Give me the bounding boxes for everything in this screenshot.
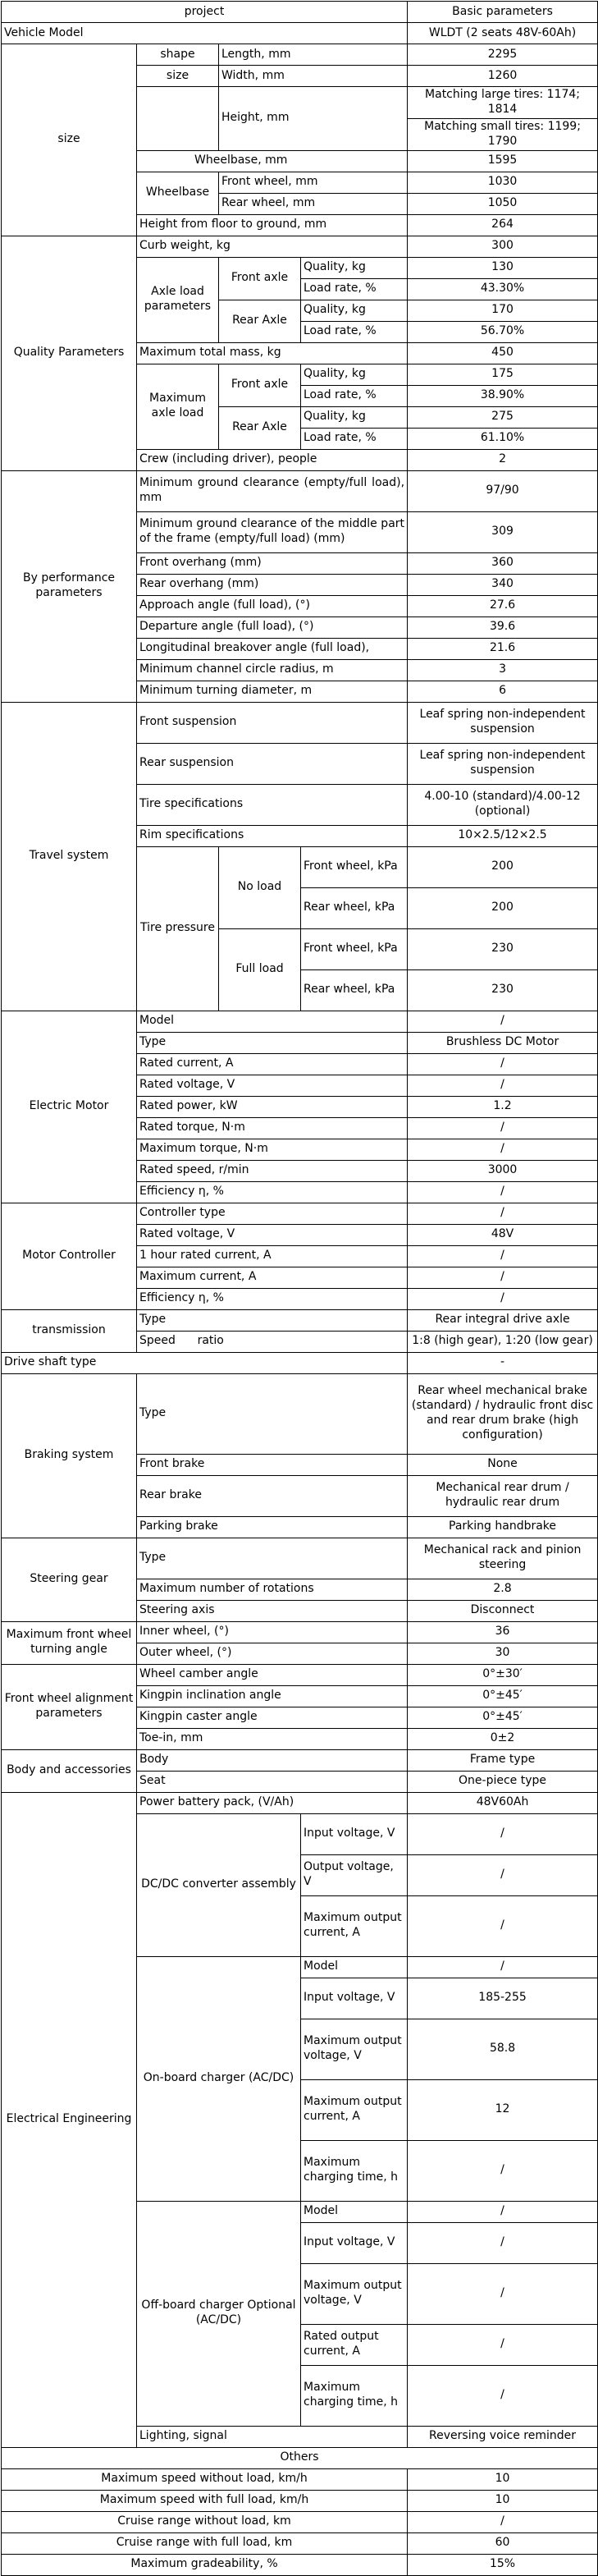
vehicle-spec-table <box>1 1 598 2576</box>
others-value: 15% <box>408 2554 598 2575</box>
perf-value: 309 <box>408 511 598 552</box>
offboard-row-label: Rated output current, A <box>301 2324 408 2365</box>
tire-spec-label: Tire specifications <box>137 784 408 825</box>
curb-weight-value: 300 <box>408 236 598 257</box>
parking-brake-value: Parking handbrake <box>408 1516 598 1538</box>
drive-shaft-label: Drive shaft type <box>2 1352 408 1373</box>
height-value-small: Matching small tires: 1199; 1790 <box>408 118 598 150</box>
axle-load-rear-axle: Rear Axle <box>219 300 301 342</box>
speed-ratio-label: Speed ratio <box>137 1331 408 1352</box>
full-load-label: Full load <box>219 928 301 1011</box>
offboard-row-label: Model <box>301 2201 408 2222</box>
table-row <box>2 702 598 743</box>
max-mass-value: 450 <box>408 342 598 364</box>
rear-kpa-label: Rear wheel, kPa <box>301 969 408 1011</box>
alignment-value: 0°±45′ <box>408 1685 598 1707</box>
load-rate-label: Load rate, % <box>301 428 408 449</box>
header-row <box>2 2 598 23</box>
others-label: Maximum gradeability, % <box>2 2554 408 2575</box>
floor-height-label: Height from floor to ground, mm <box>137 214 408 236</box>
rear-suspension-value: Leaf spring non-independent suspension <box>408 743 598 784</box>
table-row <box>2 2511 598 2532</box>
battery-label: Power battery pack, (V/Ah) <box>137 1792 408 1813</box>
rear-wheel-label: Rear wheel, mm <box>219 193 408 214</box>
onboard-charger-label: On-board charger (AC/DC) <box>137 1956 301 2201</box>
load-rate-label: Load rate, % <box>301 385 408 406</box>
load-rate-label: Load rate, % <box>301 321 408 342</box>
dcdc-label: DC/DC converter assembly <box>137 1813 301 1956</box>
group-performance: By performance parameters <box>2 470 137 702</box>
motor-label: Rated speed, r/min <box>137 1160 408 1181</box>
others-label: Maximum speed without load, km/h <box>2 2468 408 2490</box>
offboard-row-value: / <box>408 2201 598 2222</box>
dcdc-row-label: Maximum output current, A <box>301 1895 408 1956</box>
onboard-row-value: 58.8 <box>408 2019 598 2079</box>
table-row <box>2 1011 598 1032</box>
controller-value: / <box>408 1288 598 1309</box>
group-size: size <box>2 44 137 236</box>
perf-label: Front overhang (mm) <box>137 552 408 574</box>
motor-value: / <box>408 1117 598 1139</box>
group-quality: Quality Parameters <box>2 236 137 470</box>
seat-label: Seat <box>137 1771 408 1792</box>
perf-label: Rear overhang (mm) <box>137 574 408 595</box>
quality-kg-label: Quality, kg <box>301 364 408 385</box>
lighting-value: Reversing voice reminder <box>408 2426 598 2447</box>
motor-value: 3000 <box>408 1160 598 1181</box>
alignment-label: Kingpin inclination angle <box>137 1685 408 1707</box>
motor-label: Maximum torque, N·m <box>137 1139 408 1160</box>
motor-value: Brushless DC Motor <box>408 1032 598 1053</box>
perf-value: 39.6 <box>408 616 598 638</box>
empty-cell <box>137 87 219 151</box>
inner-wheel-value: 36 <box>408 1621 598 1643</box>
perf-label: Longitudinal breakover angle (full load), <box>137 638 408 659</box>
outer-wheel-value: 30 <box>408 1643 598 1664</box>
group-travel-system: Travel system <box>2 702 137 1011</box>
quality-kg-label: Quality, kg <box>301 300 408 321</box>
others-label: Maximum speed with full load, km/h <box>2 2490 408 2511</box>
rear-wheel-value: 1050 <box>408 193 598 214</box>
steering-type-value: Mechanical rack and pinion steering <box>408 1538 598 1579</box>
controller-label: Controller type <box>137 1203 408 1224</box>
no-load-label: No load <box>219 846 301 928</box>
battery-value: 48V60Ah <box>408 1792 598 1813</box>
inner-wheel-label: Inner wheel, (°) <box>137 1621 408 1643</box>
alignment-label: Kingpin caster angle <box>137 1707 408 1728</box>
offboard-row-value: / <box>408 2222 598 2263</box>
axle-load-rear-quality: 170 <box>408 300 598 321</box>
seat-value: One-piece type <box>408 1771 598 1792</box>
brake-type-value: Rear wheel mechanical brake (standard) / hydraulic front disc and rear drum brake (high configuration) <box>408 1373 598 1454</box>
front-suspension-value: Leaf spring non-independent suspension <box>408 702 598 743</box>
motor-label: Type <box>137 1032 408 1053</box>
height-value-large: Matching large tires: 1174; 1814 <box>408 87 598 119</box>
front-suspension-label: Front suspension <box>137 702 408 743</box>
others-title: Others <box>2 2447 598 2468</box>
perf-value: 340 <box>408 574 598 595</box>
table-row <box>2 1203 598 1224</box>
body-value: Frame type <box>408 1749 598 1771</box>
others-value: 10 <box>408 2490 598 2511</box>
motor-value: / <box>408 1053 598 1075</box>
dcdc-row-value: / <box>408 1895 598 1956</box>
motor-value: / <box>408 1011 598 1032</box>
wheelbase-label: Wheelbase, mm <box>137 150 408 172</box>
offboard-row-label: Maximum output voltage, V <box>301 2263 408 2324</box>
crew-label: Crew (including driver), people <box>137 449 408 470</box>
speed-ratio-value: 1:8 (high gear), 1:20 (low gear) <box>408 1331 598 1352</box>
crew-value: 2 <box>408 449 598 470</box>
controller-value: / <box>408 1203 598 1224</box>
quality-kg-label: Quality, kg <box>301 406 408 428</box>
table-row <box>2 1749 598 1771</box>
vehicle-model-row <box>2 23 598 44</box>
perf-label: Approach angle (full load), (°) <box>137 595 408 616</box>
alignment-value: 0±2 <box>408 1728 598 1749</box>
perf-label: Minimum turning diameter, m <box>137 681 408 702</box>
transmission-type-label: Type <box>137 1309 408 1331</box>
max-axle-front-axle: Front axle <box>219 364 301 406</box>
motor-label: Rated power, kW <box>137 1096 408 1117</box>
others-value: 60 <box>408 2532 598 2554</box>
table-row <box>2 1621 598 1643</box>
others-label: Cruise range with full load, km <box>2 2532 408 2554</box>
rear-suspension-label: Rear suspension <box>137 743 408 784</box>
max-axle-front-quality: 175 <box>408 364 598 385</box>
length-label: Length, mm <box>219 44 408 66</box>
motor-label: Model <box>137 1011 408 1032</box>
controller-value: 48V <box>408 1224 598 1245</box>
front-kpa-label: Front wheel, kPa <box>301 928 408 969</box>
brake-type-label: Type <box>137 1373 408 1454</box>
group-turning-angle: Maximum front wheel turning angle <box>2 1621 137 1664</box>
rim-spec-value: 10×2.5/12×2.5 <box>408 825 598 846</box>
rotations-label: Maximum number of rotations <box>137 1579 408 1600</box>
parking-brake-label: Parking brake <box>137 1516 408 1538</box>
max-mass-label: Maximum total mass, kg <box>137 342 408 364</box>
steering-axis-value: Disconnect <box>408 1600 598 1621</box>
motor-label: Rated torque, N·m <box>137 1117 408 1139</box>
dcdc-row-label: Output voltage, V <box>301 1854 408 1895</box>
others-label: Cruise range without load, km <box>2 2511 408 2532</box>
onboard-row-label: Input voltage, V <box>301 1978 408 2019</box>
controller-label: 1 hour rated current, A <box>137 1245 408 1267</box>
offboard-row-label: Maximum charging time, h <box>301 2365 408 2426</box>
group-motor-controller: Motor Controller <box>2 1203 137 1309</box>
perf-label: Minimum channel circle radius, m <box>137 659 408 681</box>
body-label: Body <box>137 1749 408 1771</box>
floor-height-value: 264 <box>408 214 598 236</box>
onboard-row-value: / <box>408 2140 598 2201</box>
motor-value: / <box>408 1139 598 1160</box>
table-row <box>2 470 598 511</box>
onboard-row-label: Maximum output current, A <box>301 2079 408 2140</box>
dcdc-row-value: / <box>408 1854 598 1895</box>
onboard-row-value: 12 <box>408 2079 598 2140</box>
motor-value: / <box>408 1075 598 1096</box>
group-electric-motor: Electric Motor <box>2 1011 137 1203</box>
table-row <box>2 1538 598 1579</box>
full-load-rear-value: 230 <box>408 969 598 1011</box>
tire-spec-value: 4.00-10 (standard)/4.00-12 (optional) <box>408 784 598 825</box>
others-value: 10 <box>408 2468 598 2490</box>
dcdc-row-value: / <box>408 1813 598 1854</box>
offboard-row-value: / <box>408 2365 598 2426</box>
offboard-charger-label: Off-board charger Optional (AC/DC) <box>137 2201 301 2426</box>
max-axle-load-label: Maximum axle load <box>137 364 219 449</box>
no-load-front-value: 200 <box>408 846 598 887</box>
front-brake-value: None <box>408 1454 598 1475</box>
axle-load-front-axle: Front axle <box>219 257 301 300</box>
group-electrical-engineering: Electrical Engineering <box>2 1792 137 2447</box>
controller-label: Efficiency η, % <box>137 1288 408 1309</box>
onboard-row-value: 185-255 <box>408 1978 598 2019</box>
rear-brake-value: Mechanical rear drum / hydraulic rear drum <box>408 1475 598 1516</box>
perf-value: 360 <box>408 552 598 574</box>
front-kpa-label: Front wheel, kPa <box>301 846 408 887</box>
wheelbase-group-label: Wheelbase <box>137 172 219 214</box>
motor-label: Rated current, A <box>137 1053 408 1075</box>
header-project: project <box>2 2 408 23</box>
width-value: 1260 <box>408 66 598 87</box>
table-row <box>2 1792 598 1813</box>
no-load-rear-value: 200 <box>408 887 598 928</box>
group-body-accessories: Body and accessories <box>2 1749 137 1792</box>
dcdc-row-label: Input voltage, V <box>301 1813 408 1854</box>
group-transmission: transmission <box>2 1309 137 1352</box>
onboard-row-label: Maximum charging time, h <box>301 2140 408 2201</box>
offboard-row-label: Input voltage, V <box>301 2222 408 2263</box>
size-shape-label: shape <box>137 44 219 66</box>
table-row <box>2 2554 598 2575</box>
table-row <box>2 1664 598 1685</box>
size-sub-label: size <box>137 66 219 87</box>
table-row <box>2 1373 598 1454</box>
rim-spec-label: Rim specifications <box>137 825 408 846</box>
rotations-value: 2.8 <box>408 1579 598 1600</box>
rear-kpa-label: Rear wheel, kPa <box>301 887 408 928</box>
alignment-label: Toe-in, mm <box>137 1728 408 1749</box>
table-row <box>2 2532 598 2554</box>
motor-value: / <box>408 1181 598 1203</box>
controller-label: Rated voltage, V <box>137 1224 408 1245</box>
motor-label: Efficiency η, % <box>137 1181 408 1203</box>
onboard-row-label: Maximum output voltage, V <box>301 2019 408 2079</box>
controller-value: / <box>408 1245 598 1267</box>
outer-wheel-label: Outer wheel, (°) <box>137 1643 408 1664</box>
table-row <box>2 2447 598 2468</box>
others-value: / <box>408 2511 598 2532</box>
perf-label: Minimum ground clearance of the middle part of the frame (empty/full load) (mm) <box>137 511 408 552</box>
offboard-row-value: / <box>408 2324 598 2365</box>
vehicle-model-label: Vehicle Model <box>2 23 408 44</box>
alignment-label: Wheel camber angle <box>137 1664 408 1685</box>
vehicle-model-value: WLDT (2 seats 48V-60Ah) <box>408 23 598 44</box>
perf-label: Minimum ground clearance (empty/full load), mm <box>137 470 408 511</box>
axle-load-rear-rate: 56.70% <box>408 321 598 342</box>
perf-value: 97/90 <box>408 470 598 511</box>
perf-value: 21.6 <box>408 638 598 659</box>
rear-brake-label: Rear brake <box>137 1475 408 1516</box>
group-alignment: Front wheel alignment parameters <box>2 1664 137 1749</box>
max-axle-rear-axle: Rear Axle <box>219 406 301 449</box>
quality-kg-label: Quality, kg <box>301 257 408 278</box>
group-steering-gear: Steering gear <box>2 1538 137 1621</box>
height-label: Height, mm <box>219 87 408 151</box>
table-row <box>2 44 598 66</box>
axle-load-front-quality: 130 <box>408 257 598 278</box>
max-axle-rear-quality: 275 <box>408 406 598 428</box>
table-row <box>2 1352 598 1373</box>
front-wheel-label: Front wheel, mm <box>219 172 408 193</box>
alignment-value: 0°±30′ <box>408 1664 598 1685</box>
motor-label: Rated voltage, V <box>137 1075 408 1096</box>
motor-value: 1.2 <box>408 1096 598 1117</box>
axle-load-front-rate: 43.30% <box>408 278 598 300</box>
table-row <box>2 1309 598 1331</box>
table-row <box>2 236 598 257</box>
max-axle-rear-rate: 61.10% <box>408 428 598 449</box>
controller-value: / <box>408 1267 598 1288</box>
perf-value: 27.6 <box>408 595 598 616</box>
front-brake-label: Front brake <box>137 1454 408 1475</box>
header-basic-parameters: Basic parameters <box>408 2 598 23</box>
perf-value: 6 <box>408 681 598 702</box>
perf-label: Departure angle (full load), (°) <box>137 616 408 638</box>
group-braking-system: Braking system <box>2 1373 137 1538</box>
curb-weight-label: Curb weight, kg <box>137 236 408 257</box>
offboard-row-value: / <box>408 2263 598 2324</box>
table-row <box>2 2468 598 2490</box>
lighting-label: Lighting, signal <box>137 2426 408 2447</box>
wheelbase-value: 1595 <box>408 150 598 172</box>
axle-load-label: Axle load parameters <box>137 257 219 342</box>
drive-shaft-value: - <box>408 1352 598 1373</box>
table-row <box>2 2490 598 2511</box>
length-value: 2295 <box>408 44 598 66</box>
steering-type-label: Type <box>137 1538 408 1579</box>
full-load-front-value: 230 <box>408 928 598 969</box>
transmission-type-value: Rear integral drive axle <box>408 1309 598 1331</box>
load-rate-label: Load rate, % <box>301 278 408 300</box>
width-label: Width, mm <box>219 66 408 87</box>
alignment-value: 0°±45′ <box>408 1707 598 1728</box>
onboard-row-value: / <box>408 1956 598 1978</box>
onboard-row-label: Model <box>301 1956 408 1978</box>
perf-value: 3 <box>408 659 598 681</box>
max-axle-front-rate: 38.90% <box>408 385 598 406</box>
steering-axis-label: Steering axis <box>137 1600 408 1621</box>
controller-label: Maximum current, A <box>137 1267 408 1288</box>
front-wheel-value: 1030 <box>408 172 598 193</box>
tire-pressure-label: Tire pressure <box>137 846 219 1011</box>
